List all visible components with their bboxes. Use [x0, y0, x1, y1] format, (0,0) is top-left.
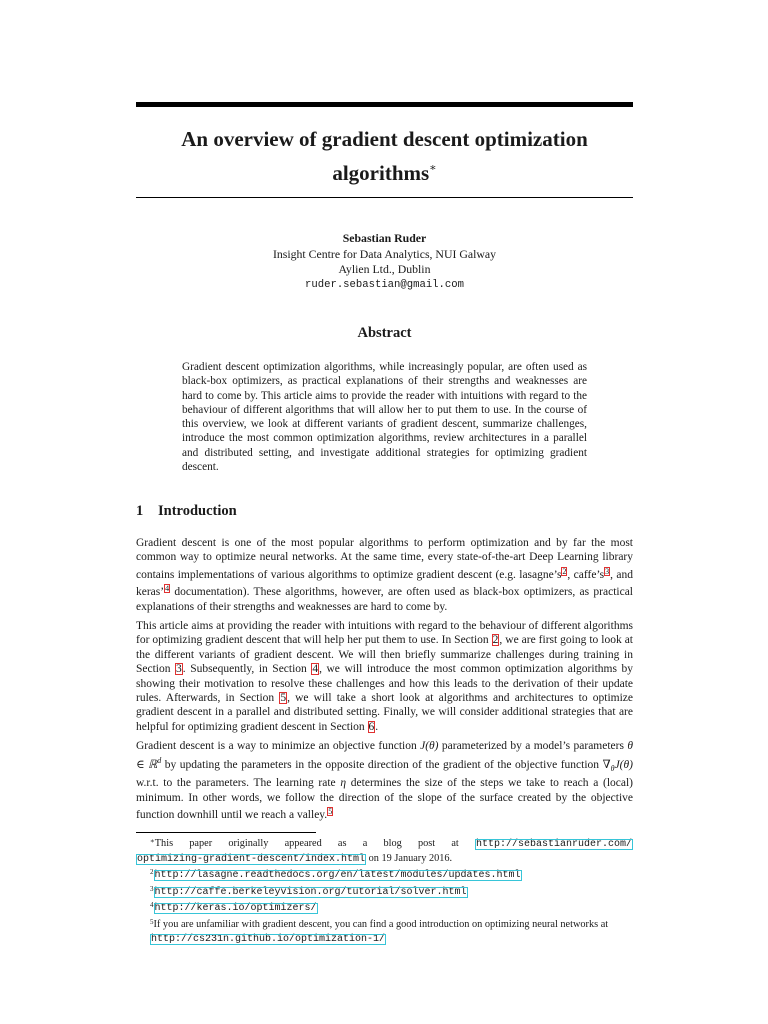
footnote-1-mark: ∗ — [150, 837, 155, 845]
abstract-text: Gradient descent optimization algorithms, while increasingly popular, are often used as black-box optimizers, as practical explanations of their strengths and weaknesses are hard to come by. This article aims to provide the reader with intuitions with regard to the behaviour of different algorithms that will allow her to put them to use. In the course of this overview, we look at different variants of gradient descent, summarize challenges, introduce the most common optimization algorithms, review architectures in a parallel and distributed setting, and investigate additional strategies for optimizing gradient descent. — [182, 361, 587, 474]
p2-text-c: . Subsequently, in Section — [182, 663, 312, 676]
footnote-1 — [136, 835, 633, 852]
section-ref-3[interactable]: 3 — [176, 663, 182, 676]
footnote-1-link-a[interactable]: http://sebastianruder.com/ — [475, 839, 632, 850]
paper-title — [136, 125, 633, 188]
math-objective: J(θ) — [420, 740, 439, 753]
section-title: Introduction — [158, 503, 237, 519]
author-affiliation-1: Insight Centre for Data Analytics, NUI Galway — [272, 246, 497, 261]
paragraph-3 — [136, 739, 633, 822]
footnote-4-link[interactable]: http://keras.io/optimizers/ — [154, 903, 317, 915]
math-gradient-subscript: θ — [610, 763, 615, 773]
footnote-1-continued — [136, 852, 633, 867]
footnote-1-tail: on 19 January 2016. — [366, 852, 453, 864]
section-ref-6[interactable]: 6 — [368, 720, 375, 733]
section-ref-4[interactable]: 4 — [312, 663, 319, 676]
footnote-link-3[interactable]: 3 — [605, 566, 610, 576]
p2-text-b: , we are first going to look at the different variants of gradient descent. We will then briefly summarize challenges during training in Section — [136, 634, 633, 676]
footnote-2 — [136, 866, 633, 883]
section-body — [136, 536, 633, 827]
section-number: 1 — [136, 503, 144, 519]
math-gradient: ∇ — [602, 758, 611, 771]
math-gradient-function: J(θ) — [614, 758, 633, 771]
title-bottom-rule — [136, 197, 633, 198]
title-top-rule — [136, 102, 633, 107]
title-footnote-mark: ∗ — [429, 162, 437, 174]
footnote-link-4[interactable]: 4 — [165, 584, 170, 594]
p3-text-b: parameterized by a model’s parameters — [438, 740, 628, 753]
footnote-3 — [136, 883, 633, 900]
p3-text-a: Gradient descent is a way to minimize an objective function — [136, 740, 421, 753]
p3-text-c: by updating the parameters in the opposite direction of the gradient of the objective function — [161, 758, 603, 771]
footnotes — [136, 835, 633, 946]
footnote-3-link[interactable]: http://caffe.berkeleyvision.org/tutorial/solver.html — [154, 886, 467, 898]
math-dimension: d — [157, 755, 162, 765]
footnote-5 — [136, 916, 633, 946]
math-parameters: θ ∈ ℝ — [136, 740, 633, 771]
paragraph-1 — [136, 536, 633, 614]
p1-text-c: , and keras’ — [136, 568, 633, 599]
footnote-5-text: If you are unfamiliar with gradient descent, you can find a good introduction on optimizing neural networks at — [153, 918, 609, 930]
p1-text-d: documentation). These algorithms, however, are often used as black-box optimizers, as practical explanations of their strengths and weaknesses are hard to come by. — [136, 586, 633, 613]
section-ref-5[interactable]: 5 — [280, 692, 287, 705]
abstract-heading: Abstract — [357, 325, 412, 341]
footnote-link-2[interactable]: 2 — [562, 566, 567, 576]
author-affiliation-2: Aylien Ltd., Dublin — [338, 262, 431, 276]
p2-text-f: . — [375, 720, 379, 733]
paragraph-2 — [136, 619, 633, 734]
footnote-1-text: This paper originally appeared as a blog post at — [154, 838, 459, 849]
footnote-4-mark: 4 — [150, 901, 154, 910]
author-email: ruder.sebastian@gmail.com — [305, 278, 464, 291]
p1-text-a: Gradient descent is one of the most popular algorithms to perform optimization and by far the most common way to optimize neural networks. At the same time, every state-of-the-art Deep Learning library contains implementations of various algorithms to optimize gradient descent (e.g. lasagne’s — [136, 537, 633, 581]
footnote-4 — [136, 899, 633, 916]
section-ref-2[interactable]: 2 — [492, 634, 499, 647]
footnote-2-mark: 2 — [150, 868, 154, 877]
author-block — [136, 231, 633, 293]
footnote-5-link[interactable]: http://cs231n.github.io/optimization-1/ — [151, 933, 386, 945]
section-heading — [136, 503, 237, 520]
paper-title-text: An overview of gradient descent optimization algorithms — [181, 127, 588, 185]
footnote-link-5[interactable]: 5 — [328, 807, 333, 817]
p2-text-d: , we will introduce the most common optimization algorithms by showing their motivation to resolve these challenges and how this leads to the derivation of their update rules. Afterwards, in Section — [136, 663, 633, 705]
p2-text-a: This article aims at providing the reader with intuitions with regard to the behaviour of different algorithms for optimizing gradient descent that will help her put them to use. In Section — [136, 620, 633, 647]
footnote-1-link-b[interactable]: optimizing-gradient-descent/index.html — [137, 853, 366, 865]
footnote-rule — [136, 832, 316, 833]
footnote-5-mark: 5 — [150, 917, 154, 926]
p1-text-b: , caffe’s — [567, 568, 605, 581]
p3-text-d: w.r.t. to the parameters. The learning rate — [136, 777, 341, 790]
author-name: Sebastian Ruder — [342, 231, 427, 245]
p3-text-e: determines the size of the steps we take to reach a (local) minimum. In other words, we follow the direction of the slope of the surface created by the objective function downhill until we reach a valley. — [136, 777, 634, 822]
p2-text-e: , we will take a short look at algorithms and architectures to optimize gradient descent in a parallel and distributed setting. Finally, we will consider additional strategies that are helpful for optimizing gradient descent in Section — [136, 692, 633, 733]
footnote-2-link[interactable]: http://lasagne.readthedocs.org/en/latest/modules/updates.html — [154, 870, 521, 882]
math-learning-rate: η — [340, 777, 347, 790]
footnote-3-mark: 3 — [150, 884, 154, 893]
